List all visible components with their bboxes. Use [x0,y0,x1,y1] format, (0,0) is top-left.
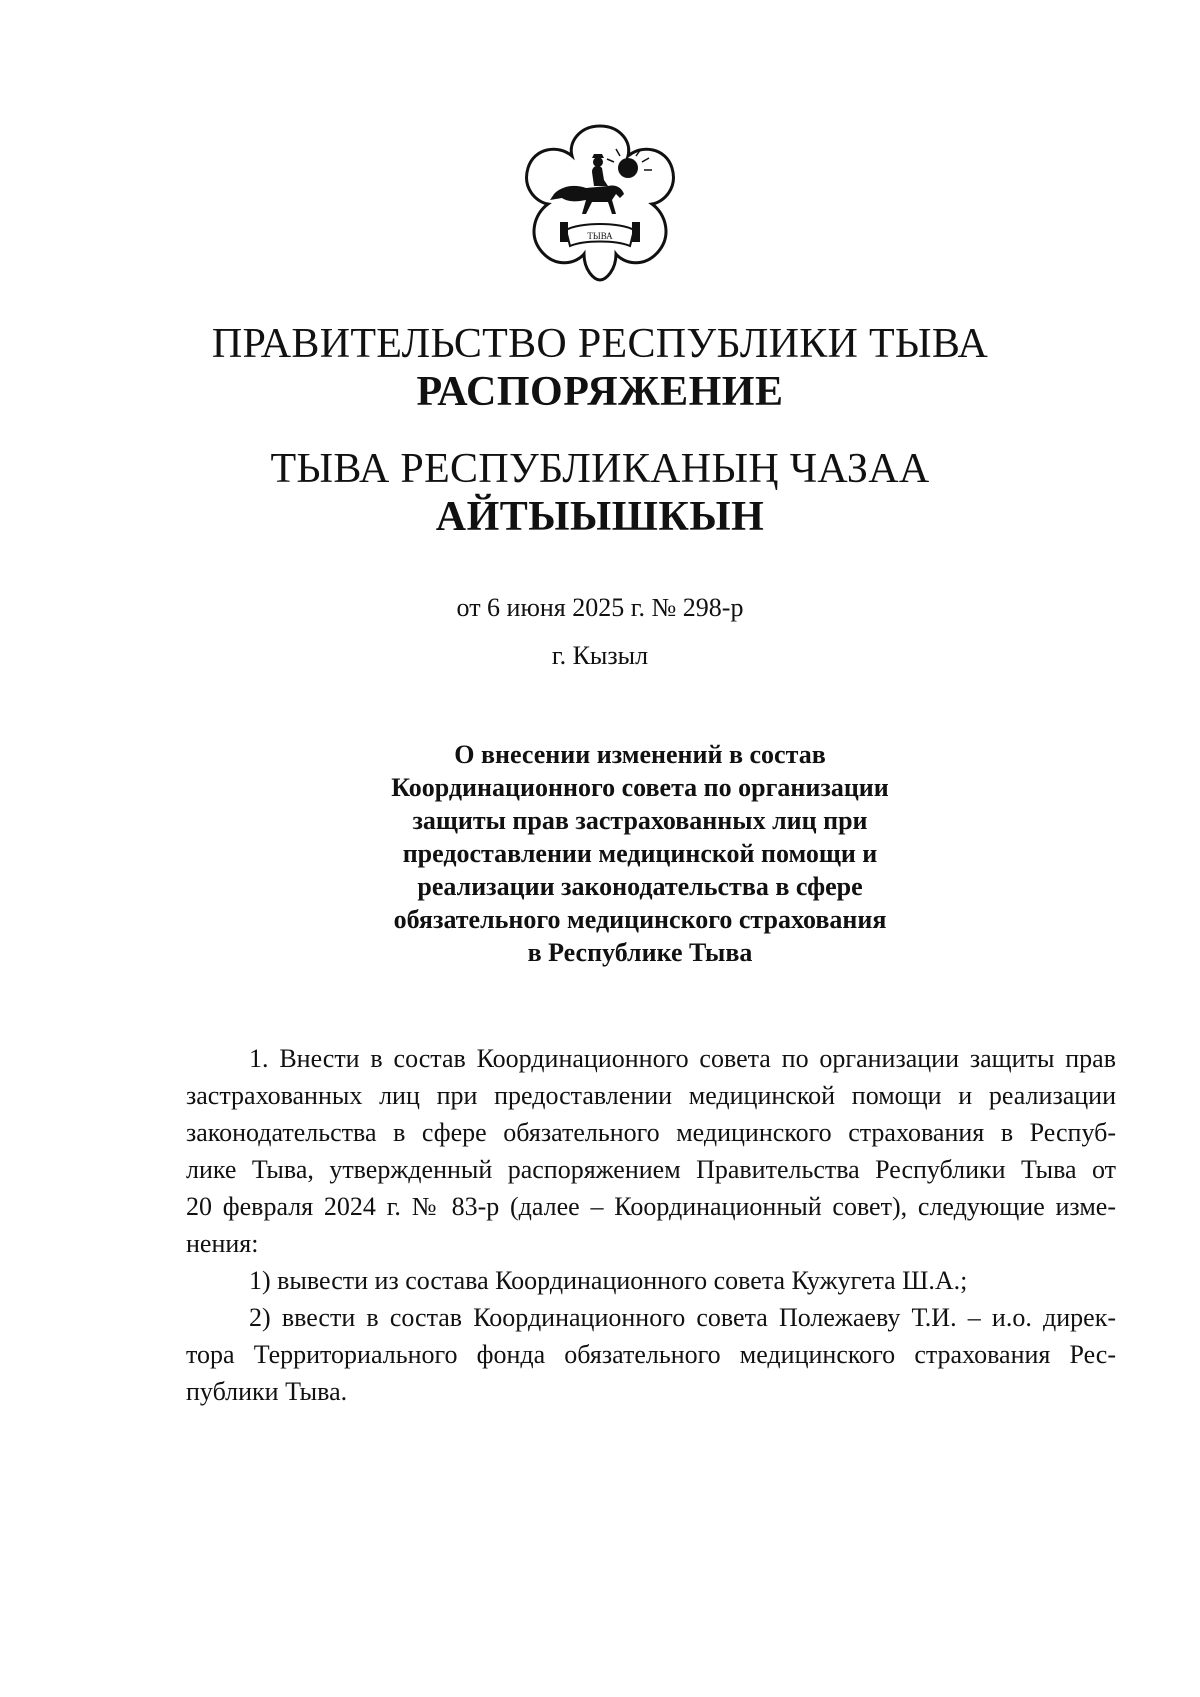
paragraph-2 [186,1262,1116,1299]
tuva-coat-of-arms-icon [516,118,684,286]
title-line: предоставлении медицинской помощи и [402,839,878,868]
document-type-ru: РАСПОРЯЖЕНИЕ [416,369,784,415]
body-line: 20 февраля 2024 г. № 83-р (далее – Координационный совет), следующие изме- [186,1192,1116,1221]
body-line: лике Тыва, утвержденный распоряжением Правительства Республики Тыва от [186,1155,1116,1184]
body-line: застрахованных лиц при предоставлении медицинской помощи и реализации [186,1081,1116,1110]
title-line: Координационного совета по организации [391,773,889,802]
body-line: нения: [186,1229,259,1258]
title-line: реализации законодательства в сфере [417,872,863,901]
paragraph-1 [186,1040,1116,1262]
document-title [330,738,950,969]
body-line: тора Территориального фонда обязательного медицинского страхования Рес- [186,1340,1116,1369]
title-line: в Республике Тыва [527,938,753,967]
government-name-ru: ПРАВИТЕЛЬСТВО РЕСПУБЛИКИ ТЫВА [211,321,989,367]
title-line: обязательного медицинского страхования [393,905,887,934]
paragraph-3 [186,1299,1116,1410]
title-line: защиты прав застрахованных лиц при [412,806,868,835]
title-line: О внесении изменений в состав [454,740,826,769]
body-line: законодательства в сфере обязательного медицинского страхования в Респуб- [186,1118,1116,1147]
body-line: 1) вывести из состава Координационного совета Кужугета Ш.А.; [249,1266,968,1295]
government-name-tyv: ТЫВА РЕСПУБЛИКАНЫҢ ЧАЗАА [270,446,930,492]
city: г. Кызыл [551,641,649,670]
document-type-tyv: АЙТЫЫШКЫН [435,494,765,540]
body-line: публики Тыва. [186,1377,348,1406]
body-line: 1. Внести в состав Координационного совета по организации защиты прав [249,1044,1116,1073]
document-body [186,1040,1116,1410]
date-and-number: от 6 июня 2025 г. № 298-р [456,593,744,622]
emblem-ribbon-text: ТЫВА [587,231,613,241]
body-line: 2) ввести в состав Координационного совета Полежаеву Т.И. – и.о. дирек- [249,1303,1116,1332]
